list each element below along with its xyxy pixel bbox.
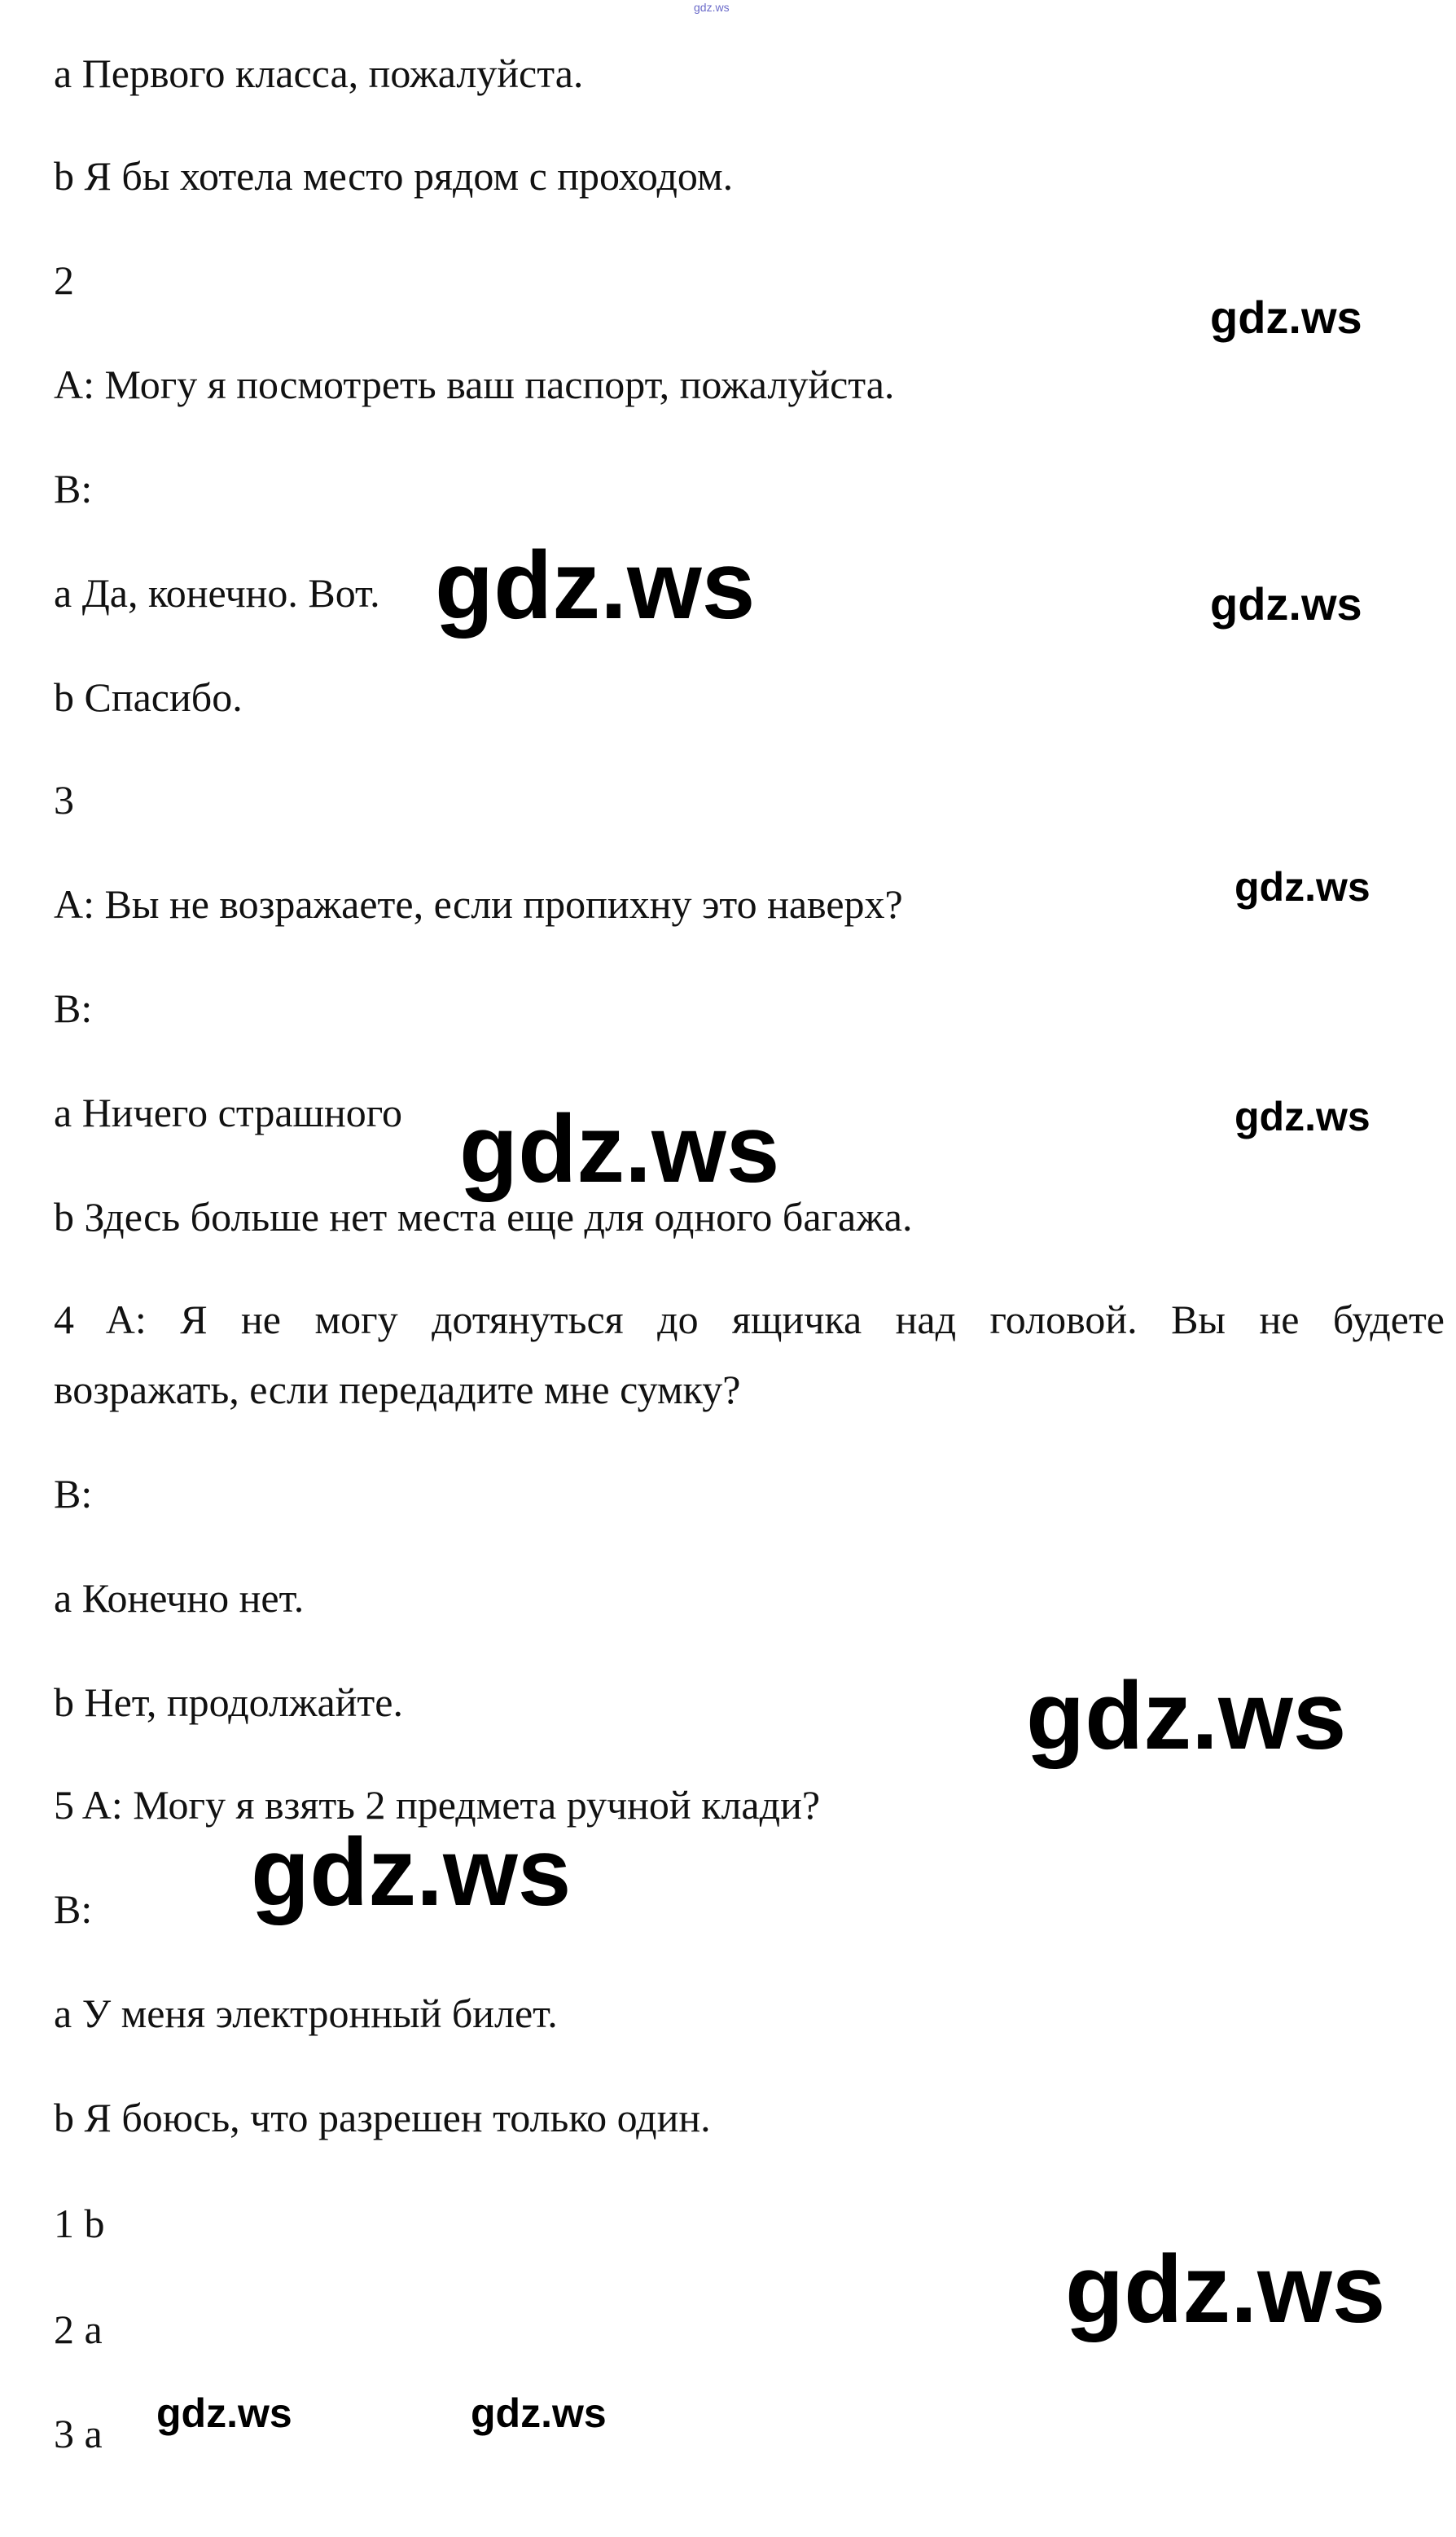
text-line: a Конечно нет. bbox=[54, 1575, 305, 1621]
text-line: A: Могу я посмотреть ваш паспорт, пожалуйста. bbox=[54, 362, 895, 407]
watermark-text: gdz.ws bbox=[1065, 2236, 1386, 2343]
text-line: b Здесь больше нет места еще для одного багажа. bbox=[54, 1194, 913, 1240]
watermark-text: gdz.ws bbox=[471, 2390, 607, 2436]
text-line: b Нет, продолжайте. bbox=[54, 1679, 403, 1725]
text-line: a Ничего страшного bbox=[54, 1090, 403, 1135]
watermark-text: gdz.ws bbox=[251, 1819, 572, 1926]
watermark-text: gdz.ws bbox=[1026, 1662, 1347, 1770]
text-line: 4 A: Я не могу дотянуться до ящичка над головой. Вы не будете bbox=[54, 1297, 1445, 1342]
watermark-text: gdz.ws bbox=[1235, 1094, 1370, 1139]
watermark-text: gdz.ws bbox=[1235, 864, 1370, 910]
watermark-text: gdz.ws bbox=[435, 532, 756, 639]
text-line: B: bbox=[54, 985, 93, 1031]
text-line: 2 a bbox=[54, 2307, 103, 2352]
text-line: b Я боюсь, что разрешен только один. bbox=[54, 2095, 711, 2140]
text-line: B: bbox=[54, 1886, 93, 1932]
text-line: b Я бы хотела место рядом с проходом. bbox=[54, 153, 734, 199]
text-line: B: bbox=[54, 466, 93, 511]
watermark-text: gdz.ws bbox=[459, 1095, 780, 1203]
text-line: b Спасибо. bbox=[54, 674, 243, 720]
text-line: A: Вы не возражаете, если пропихну это наверх? bbox=[54, 881, 903, 927]
text-line: a Первого класса, пожалуйста. bbox=[54, 50, 584, 96]
text-line: a Да, конечно. Вот. bbox=[54, 570, 380, 616]
text-line: 1 b bbox=[54, 2201, 105, 2246]
text-line: 2 bbox=[54, 257, 74, 303]
text-line: a У меня электронный билет. bbox=[54, 1991, 558, 2036]
text-line: 5 A: Могу я взять 2 предмета ручной клади? bbox=[54, 1782, 821, 1828]
watermark-top: gdz.ws bbox=[694, 1, 730, 14]
text-line: возражать, если передадите мне сумку? bbox=[54, 1367, 741, 1412]
watermark-text: gdz.ws bbox=[1210, 578, 1362, 630]
watermark-text: gdz.ws bbox=[1210, 292, 1362, 343]
watermark-text: gdz.ws bbox=[156, 2390, 292, 2436]
text-line: 3 a bbox=[54, 2411, 103, 2456]
text-line: B: bbox=[54, 1471, 93, 1516]
text-line: 3 bbox=[54, 777, 74, 823]
